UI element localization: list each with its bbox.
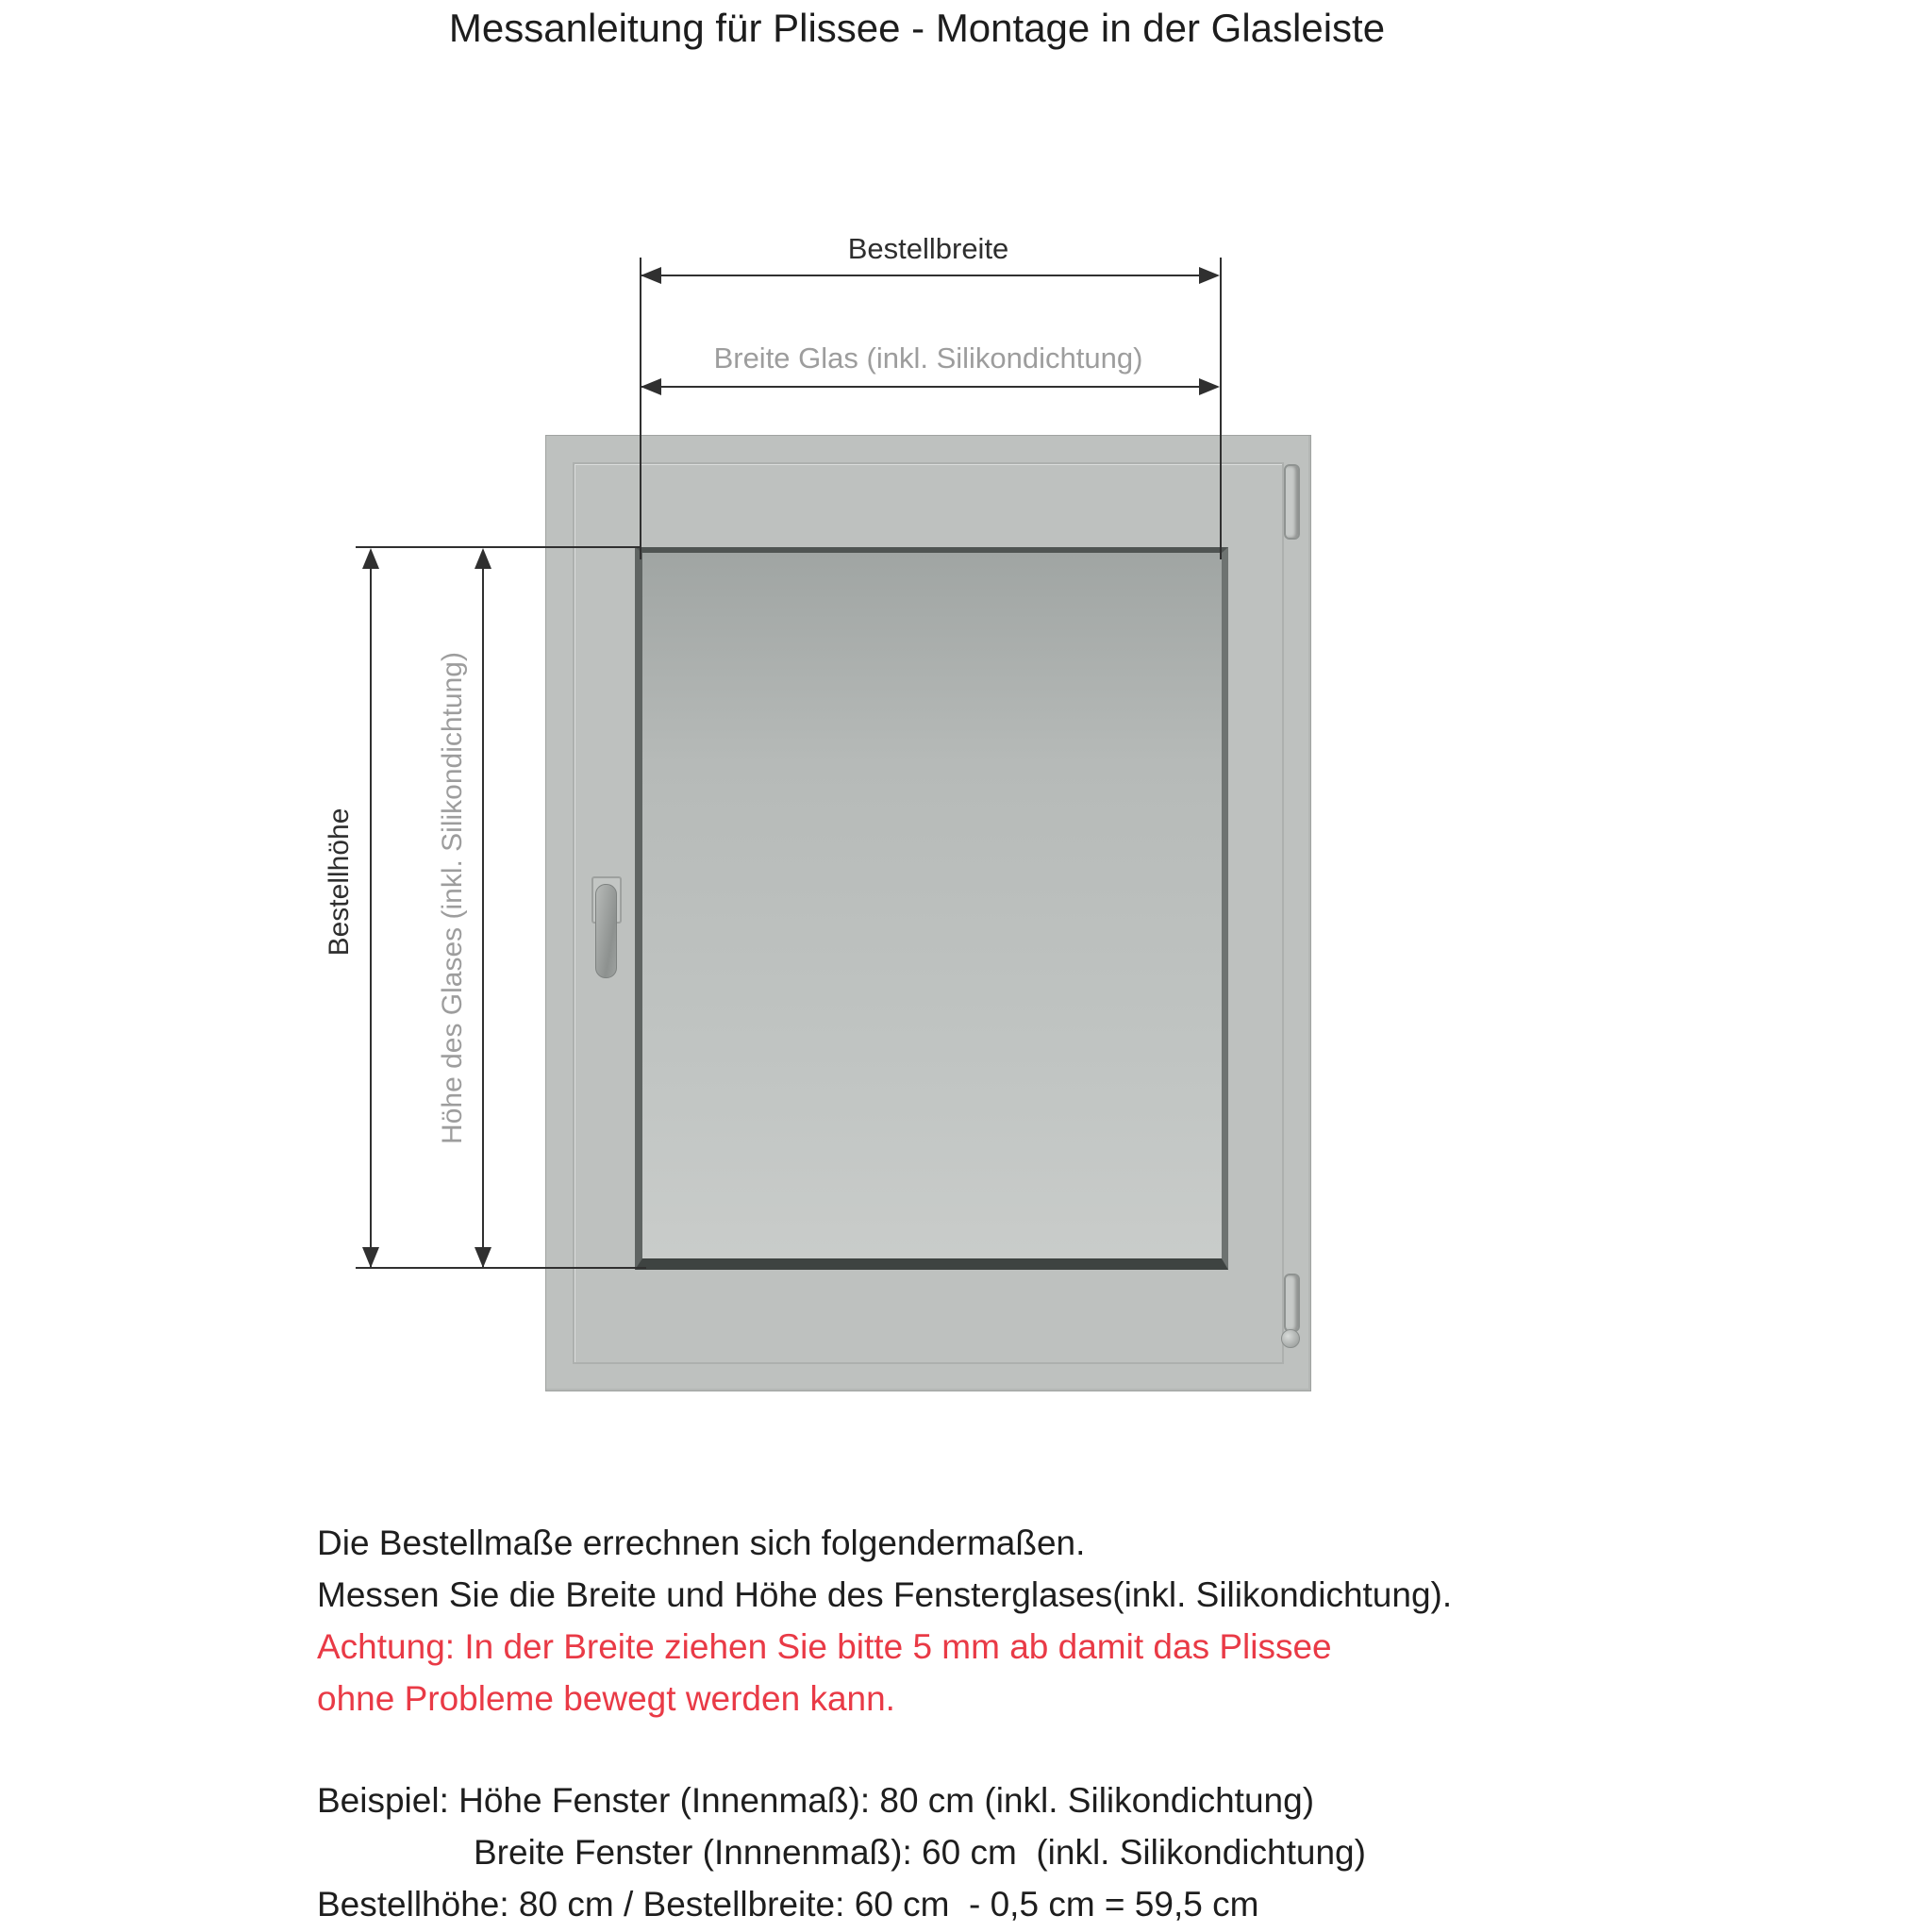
order-width-dimension-line xyxy=(641,275,1217,276)
arrowhead-up-icon xyxy=(475,548,491,569)
extension-line-width-right xyxy=(1220,258,1222,559)
arrowhead-left-icon xyxy=(641,378,661,395)
order-width-label: Bestellbreite xyxy=(847,232,1009,265)
order-height-dimension-line xyxy=(370,551,372,1268)
arrowhead-up-icon xyxy=(362,548,379,569)
window-hinge-bottom-knob xyxy=(1281,1329,1300,1348)
arrowhead-down-icon xyxy=(362,1247,379,1268)
glass-width-label: Breite Glas (inkl. Silikondichtung) xyxy=(713,341,1143,375)
example-line-3: Bestellhöhe: 80 cm / Bestellbreite: 60 cm - 0,5 cm = 59,5 cm xyxy=(317,1885,1259,1924)
glass-width-dimension-line xyxy=(641,386,1217,388)
window-handle-icon xyxy=(595,884,617,978)
arrowhead-right-icon xyxy=(1199,378,1220,395)
window-hinge-bottom xyxy=(1284,1274,1300,1332)
example-line-2: Breite Fenster (Innnenmaß): 60 cm (inkl. Silikondichtung) xyxy=(474,1833,1366,1872)
extension-line-height-bottom xyxy=(356,1267,646,1269)
extension-line-width-left xyxy=(640,258,641,559)
warning-line-2: ohne Probleme bewegt werden kann. xyxy=(317,1679,895,1718)
glass-height-label: Höhe des Glases (inkl. Silikondichtung) xyxy=(437,652,468,1144)
intro-line-2: Messen Sie die Breite und Höhe des Fensterglases(inkl. Silikondichtung). xyxy=(317,1575,1453,1614)
window-frame xyxy=(545,435,1311,1391)
order-height-label: Bestellhöhe xyxy=(324,808,355,957)
glass-height-dimension-line xyxy=(482,551,484,1268)
intro-line-1: Die Bestellmaße errechnen sich folgendermaßen. xyxy=(317,1524,1086,1562)
arrowhead-right-icon xyxy=(1199,267,1220,284)
arrowhead-down-icon xyxy=(475,1247,491,1268)
page-title: Messanleitung für Plissee - Montage in der Glasleiste xyxy=(448,6,1386,50)
window-glass xyxy=(635,547,1228,1270)
extension-line-height-top xyxy=(356,546,641,548)
arrowhead-left-icon xyxy=(641,267,661,284)
example-line-1: Beispiel: Höhe Fenster (Innenmaß): 80 cm (inkl. Silikondichtung) xyxy=(317,1781,1315,1820)
window-hinge-top xyxy=(1284,464,1300,540)
warning-line-1: Achtung: In der Breite ziehen Sie bitte 5 mm ab damit das Plissee xyxy=(317,1627,1332,1666)
